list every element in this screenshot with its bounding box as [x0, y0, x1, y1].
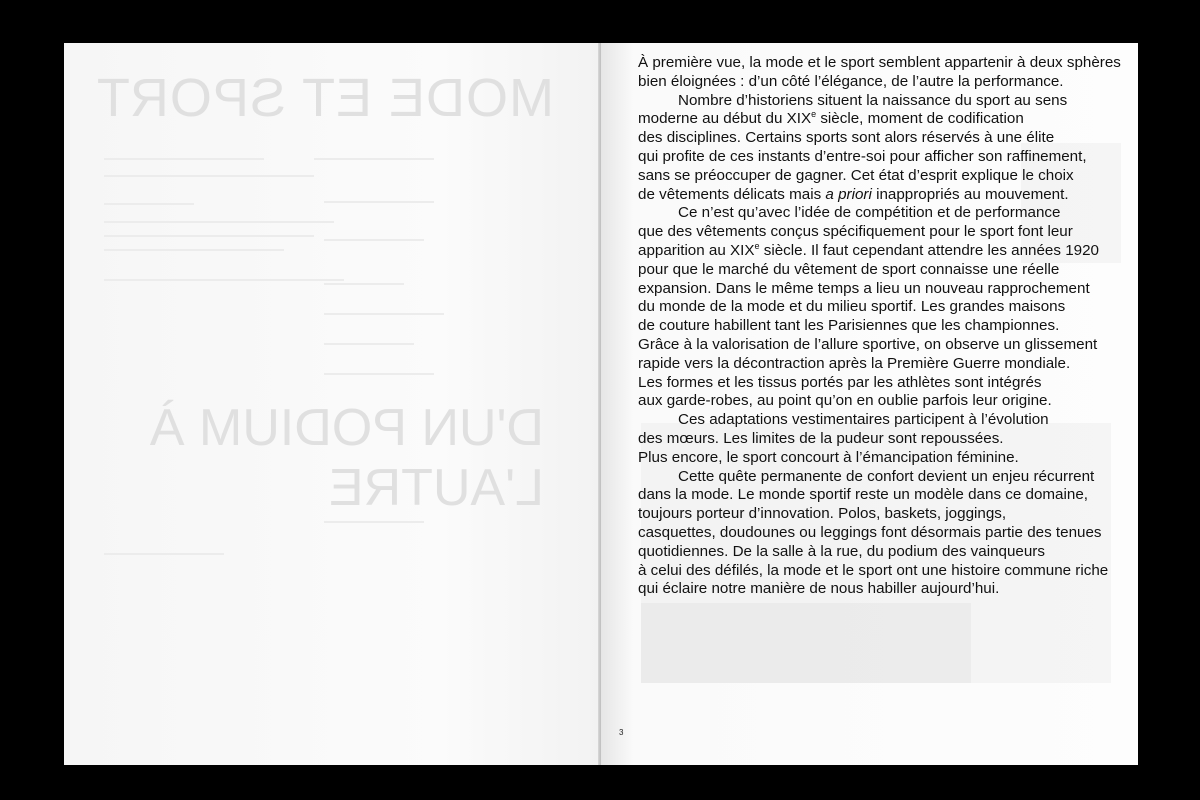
body-line: de vêtements délicats mais a priori inappropriés au mouvement. — [638, 185, 1069, 203]
body-line: Les formes et les tissus portés par les athlètes sont intégrés — [638, 373, 1042, 391]
show-through-line — [104, 279, 344, 281]
page-number: 3 — [619, 728, 624, 737]
body-line: qui éclaire notre manière de nous habiller aujourd’hui. — [638, 580, 1000, 598]
body-line: des mœurs. Les limites de la pudeur sont repoussées. — [638, 429, 1004, 447]
body-line: aux garde-robes, au point qu’on en oublie parfois leur origine. — [638, 392, 1052, 410]
body-line: Nombre d’historiens situent la naissance du sport au sens — [678, 91, 1068, 109]
show-through-subtitle: D'UN PODIUM À L'AUTRE — [149, 399, 544, 517]
body-line: Ce n’est qu’avec l’idée de compétition et de performance — [678, 204, 1061, 222]
body-line: sans se préoccuper de gagner. Cet état d’esprit explique le choix — [638, 166, 1074, 184]
body-line: pour que le marché du vêtement de sport connaisse une réelle — [638, 260, 1060, 278]
body-line: Ces adaptations vestimentaires participent à l’évolution — [678, 411, 1049, 429]
show-through-line — [104, 203, 194, 205]
body-line: à celui des défilés, la mode et le sport ont une histoire commune riche — [638, 561, 1109, 579]
article-body — [638, 54, 1126, 599]
body-line: toujours porteur d’innovation. Polos, baskets, joggings, — [638, 505, 1007, 523]
body-line: du monde de la mode et du milieu sportif. Les grandes maisons — [638, 298, 1066, 316]
show-through-line — [324, 373, 434, 375]
show-through-line — [104, 221, 334, 223]
show-through-line — [314, 158, 434, 160]
body-line: des disciplines. Certains sports sont alors réservés à une élite — [638, 129, 1055, 147]
left-page — [64, 43, 604, 765]
show-through-line — [324, 201, 434, 203]
show-through-line — [104, 158, 264, 160]
body-line: Grâce à la valorisation de l’allure sportive, on observe un glissement — [638, 335, 1098, 353]
body-line: que des vêtements conçus spécifiquement pour le sport font leur — [638, 223, 1073, 241]
body-line: bien éloignées : d’un côté l’élégance, de l’autre la performance. — [638, 72, 1064, 90]
body-line: Plus encore, le sport concourt à l’émancipation féminine. — [638, 448, 1019, 466]
show-through-line — [324, 343, 414, 345]
body-line: apparition au XIXe siècle. Il faut cependant attendre les années 1920 — [638, 240, 1099, 259]
show-through-line — [324, 313, 444, 315]
right-page — [601, 43, 1138, 765]
show-through-title: MODE ET SPORT — [95, 68, 554, 128]
show-through-line — [104, 553, 224, 555]
show-through-line — [324, 239, 424, 241]
show-through-line — [324, 283, 404, 285]
body-line: expansion. Dans le même temps a lieu un nouveau rapprochement — [638, 279, 1090, 297]
show-through-line — [104, 175, 314, 177]
show-through-line — [104, 235, 314, 237]
body-line: casquettes, doudounes ou leggings font désormais partie des tenues — [638, 523, 1102, 541]
body-line: qui profite de ces instants d’entre-soi pour afficher son raffinement, — [638, 147, 1087, 165]
body-line: quotidiennes. De la salle à la rue, du podium des vainqueurs — [638, 542, 1045, 560]
body-line: de couture habillent tant les Parisiennes que les championnes. — [638, 317, 1060, 335]
body-line: À première vue, la mode et le sport semblent appartenir à deux sphères — [638, 54, 1121, 71]
body-line: dans la mode. Le monde sportif reste un modèle dans ce domaine, — [638, 486, 1088, 504]
body-line: moderne au début du XIXe siècle, moment de codification — [638, 109, 1024, 128]
body-line: Cette quête permanente de confort devient un enjeu récurrent — [678, 467, 1095, 485]
show-through-line — [104, 249, 284, 251]
body-line: rapide vers la décontraction après la Première Guerre mondiale. — [638, 354, 1071, 372]
show-through-image-band — [641, 603, 971, 683]
show-through-line — [324, 521, 424, 523]
